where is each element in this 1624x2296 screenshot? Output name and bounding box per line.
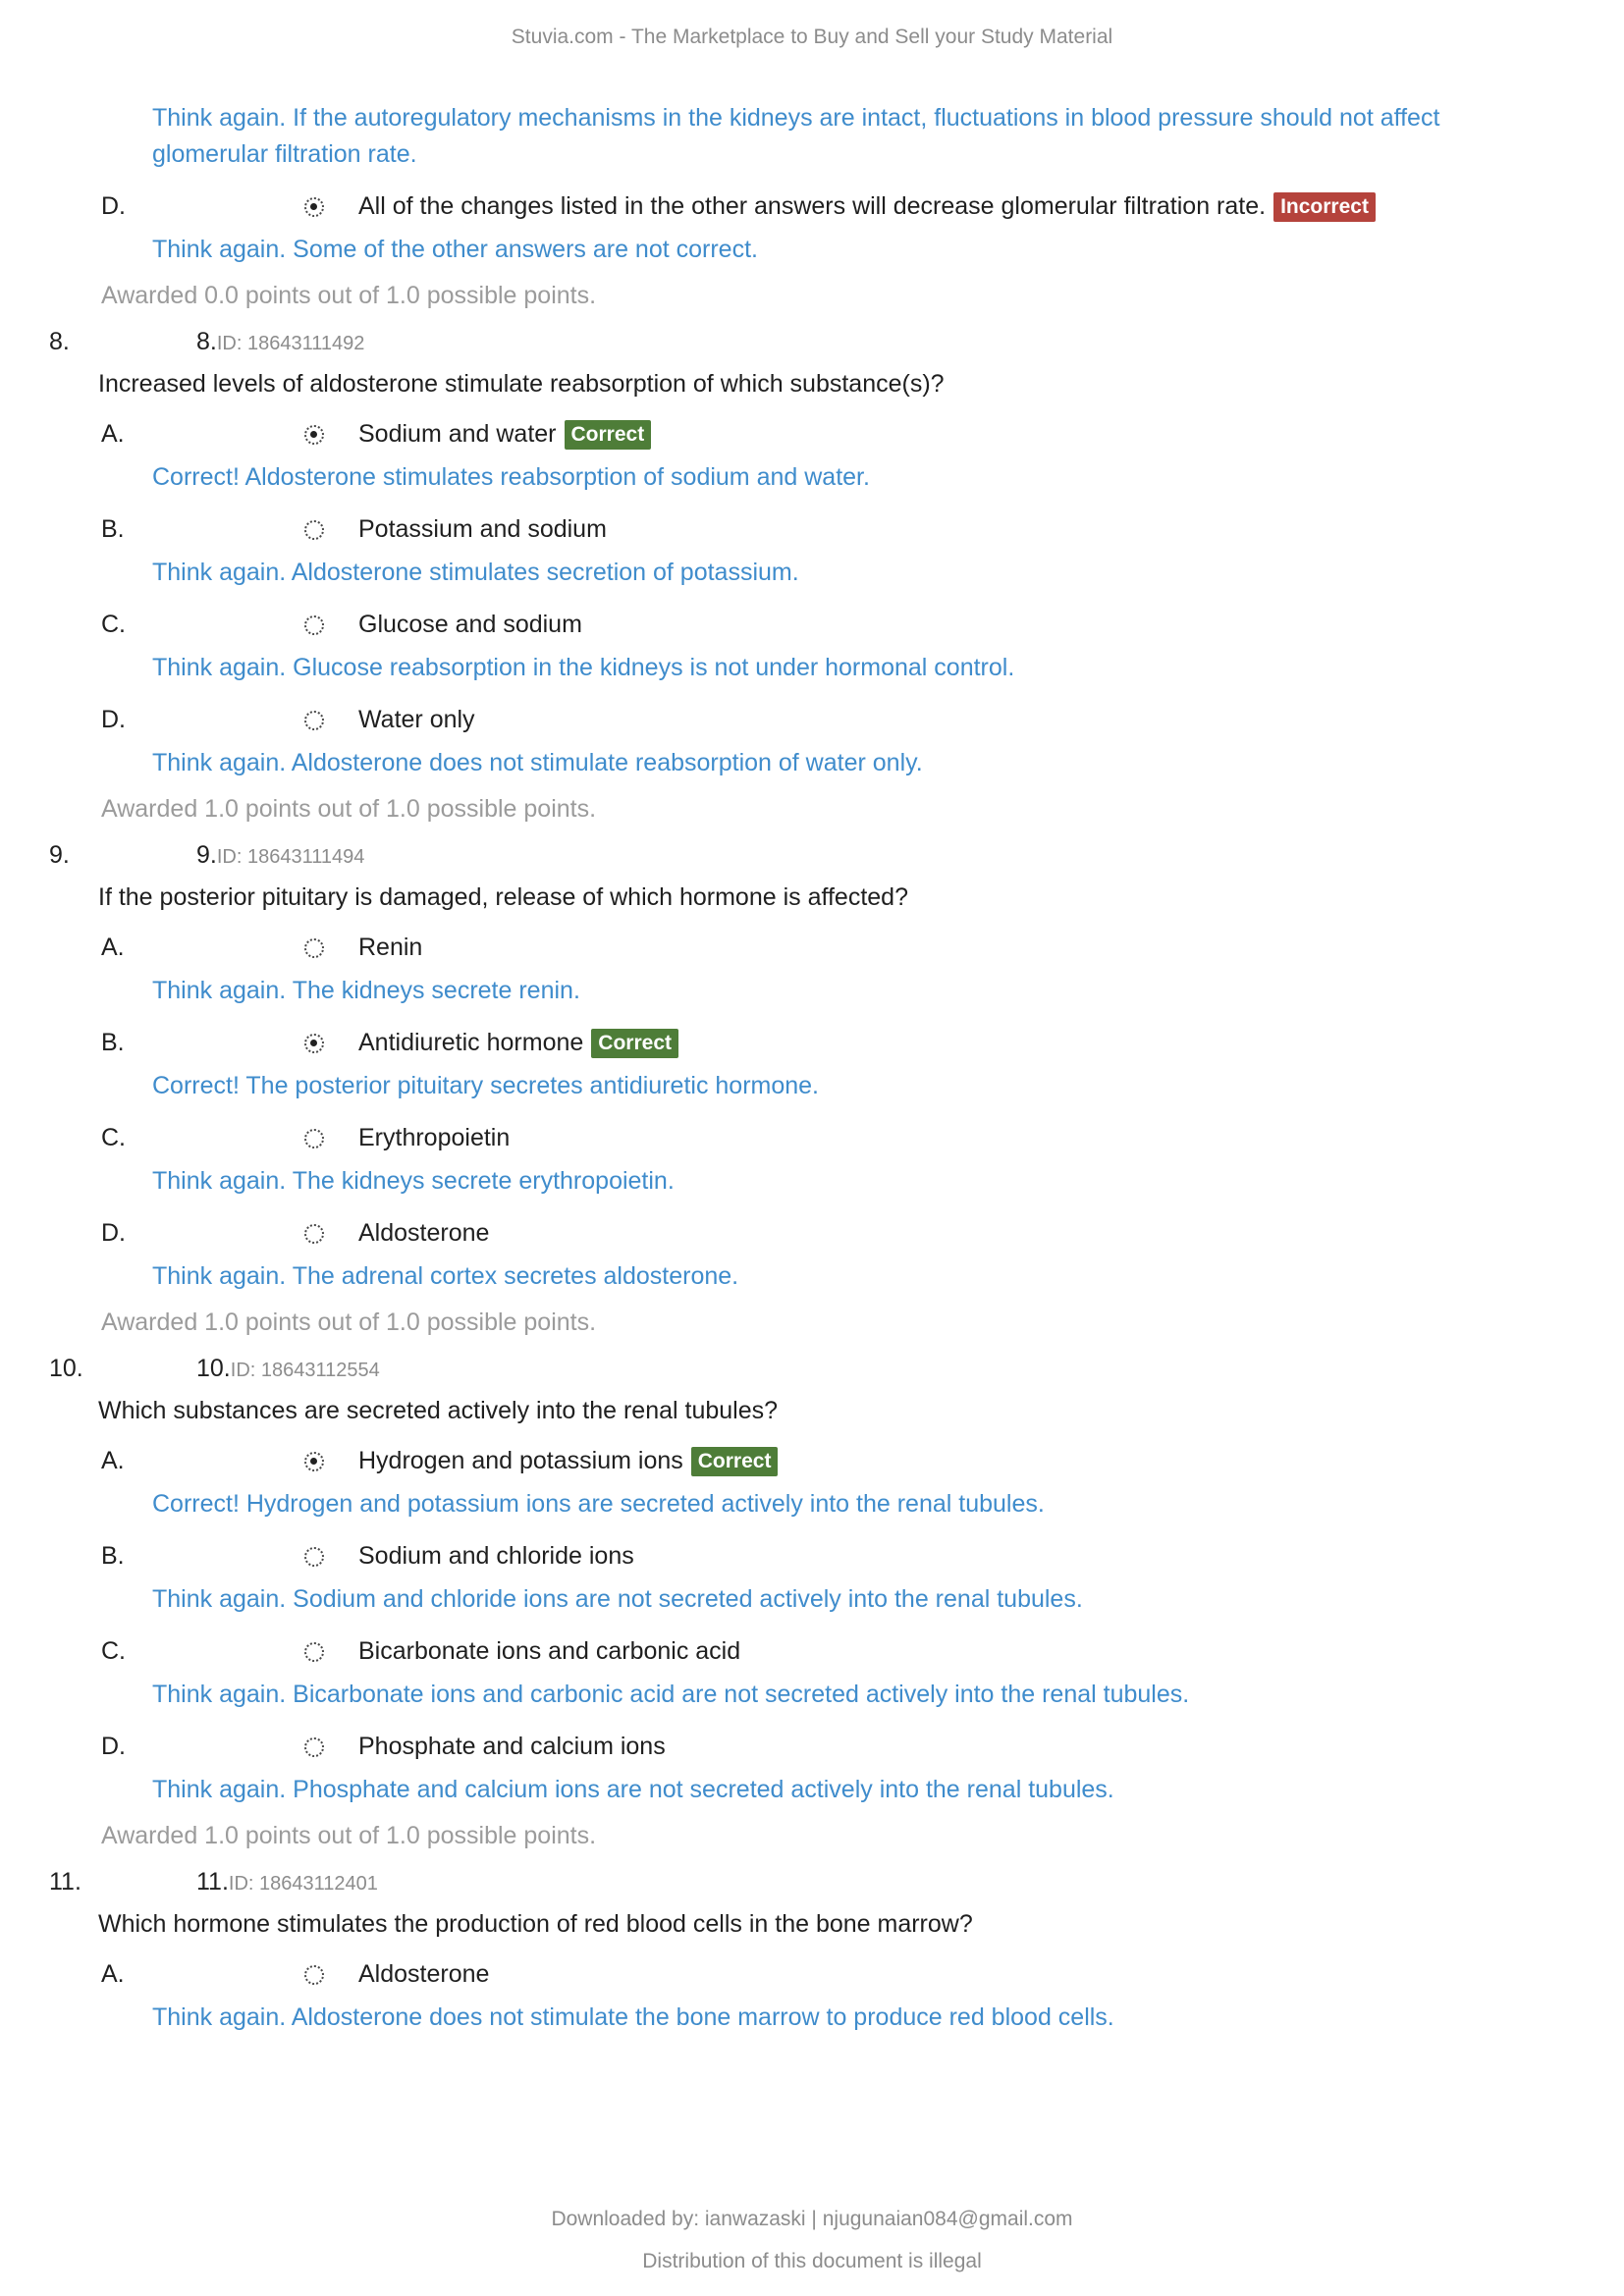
radio-icon[interactable]	[304, 520, 324, 540]
option-letter: A.	[101, 934, 125, 961]
option-text: Bicarbonate ions and carbonic acid	[358, 1637, 741, 1665]
answer-option	[49, 190, 1565, 268]
answer-option	[49, 513, 1565, 591]
question-number: 11.	[49, 1868, 81, 1896]
answer-option	[49, 1027, 1565, 1104]
option-letter: D.	[101, 1219, 126, 1247]
question-block	[49, 326, 1565, 826]
question-block	[49, 1353, 1565, 1852]
question-number-repeat: 9.	[196, 841, 217, 869]
option-feedback: Think again. Aldosterone stimulates secretion of potassium.	[152, 559, 799, 586]
option-feedback: Correct! Aldosterone stimulates reabsorption of sodium and water.	[152, 463, 870, 491]
radio-icon[interactable]	[304, 425, 324, 445]
option-list	[49, 1958, 1565, 2036]
option-feedback: Think again. Sodium and chloride ions are not secreted actively into the renal tubules.	[152, 1585, 1083, 1613]
option-letter: D.	[101, 192, 126, 220]
option-text: Antidiuretic hormone	[358, 1029, 584, 1056]
answer-option-row	[101, 1540, 1565, 1573]
answer-option	[49, 418, 1565, 496]
answer-option-row	[101, 1217, 1565, 1250]
question-text: Increased levels of aldosterone stimulate reabsorption of which substance(s)?	[98, 370, 945, 398]
option-text: Potassium and sodium	[358, 515, 607, 543]
radio-icon[interactable]	[304, 711, 324, 730]
intro-option-list	[49, 190, 1565, 268]
radio-icon[interactable]	[304, 1642, 324, 1662]
option-text: Sodium and water	[358, 420, 557, 448]
option-feedback: Correct! The posterior pituitary secretes antidiuretic hormone.	[152, 1072, 820, 1099]
option-letter: D.	[101, 706, 126, 733]
answer-option	[49, 932, 1565, 1009]
radio-icon[interactable]	[304, 615, 324, 635]
option-list	[49, 1445, 1565, 1808]
questions	[49, 326, 1565, 2036]
option-feedback: Think again. Glucose reabsorption in the kidneys is not under hormonal control.	[152, 654, 1015, 681]
option-text: Erythropoietin	[358, 1124, 511, 1151]
option-letter: B.	[101, 1029, 125, 1056]
question-number: 10.	[49, 1355, 83, 1382]
option-text: All of the changes listed in the other answers will decrease glomerular filtration rate.	[358, 192, 1267, 220]
footer-downloaded-by: Downloaded by: ianwazaski | njugunaian084@gmail.com	[551, 2208, 1073, 2230]
answer-option	[49, 704, 1565, 781]
awarded-text: Awarded 0.0 points out of 1.0 possible points.	[101, 282, 597, 309]
option-text: Glucose and sodium	[358, 611, 582, 638]
question-number: 8.	[49, 328, 70, 355]
radio-icon[interactable]	[304, 1034, 324, 1053]
option-feedback: Think again. Some of the other answers are not correct.	[152, 236, 758, 263]
option-list	[49, 932, 1565, 1295]
question-block	[49, 839, 1565, 1339]
option-feedback: Think again. The kidneys secrete erythropoietin.	[152, 1167, 675, 1195]
awarded-text: Awarded 1.0 points out of 1.0 possible points.	[101, 795, 597, 823]
site-header	[0, 0, 1624, 49]
question-number-repeat: 10.	[196, 1355, 231, 1382]
option-letter: B.	[101, 515, 125, 543]
option-text: Sodium and chloride ions	[358, 1542, 634, 1570]
option-letter: A.	[101, 1960, 125, 1988]
answer-option-row	[101, 190, 1565, 223]
awarded-text: Awarded 1.0 points out of 1.0 possible points.	[101, 1822, 597, 1849]
answer-option-row	[101, 1731, 1565, 1763]
option-list	[49, 418, 1565, 781]
question-id: ID: 18643112554	[230, 1360, 380, 1381]
option-letter: B.	[101, 1542, 125, 1570]
answer-option	[49, 1217, 1565, 1295]
answer-option-row	[101, 1958, 1565, 1991]
awarded-text: Awarded 1.0 points out of 1.0 possible points.	[101, 1308, 597, 1336]
radio-icon[interactable]	[304, 1452, 324, 1471]
answer-option-row	[101, 704, 1565, 736]
option-letter: C.	[101, 1637, 126, 1665]
status-badge: Correct	[691, 1447, 779, 1476]
option-feedback: Think again. Aldosterone does not stimulate the bone marrow to produce red blood cells.	[152, 2003, 1114, 2031]
option-feedback: Think again. The adrenal cortex secretes aldosterone.	[152, 1262, 739, 1290]
question-id: ID: 18643111494	[216, 846, 365, 868]
option-letter: C.	[101, 1124, 126, 1151]
option-text: Renin	[358, 934, 423, 961]
option-letter: C.	[101, 611, 126, 638]
radio-icon[interactable]	[304, 1737, 324, 1757]
question-header	[49, 839, 1565, 874]
question-number: 9.	[49, 841, 70, 869]
option-letter: A.	[101, 1447, 125, 1474]
option-text: Hydrogen and potassium ions	[358, 1447, 683, 1474]
question-header	[49, 1866, 1565, 1900]
answer-option-row	[101, 1635, 1565, 1668]
status-badge: Correct	[565, 420, 652, 450]
option-text: Water only	[358, 706, 475, 733]
site-header-title: Stuvia.com - The Marketplace to Buy and Sell your Study Material	[511, 26, 1113, 48]
answer-option-row	[101, 1122, 1565, 1154]
radio-icon[interactable]	[304, 197, 324, 217]
question-text: If the posterior pituitary is damaged, release of which hormone is affected?	[98, 883, 908, 911]
status-badge: Correct	[591, 1029, 678, 1058]
answer-option	[49, 1122, 1565, 1200]
question-header	[49, 1353, 1565, 1387]
option-feedback: Correct! Hydrogen and potassium ions are secreted actively into the renal tubules.	[152, 1490, 1045, 1518]
answer-option-row	[101, 1027, 1565, 1059]
answer-option	[49, 1731, 1565, 1808]
question-id: ID: 18643111492	[216, 333, 365, 354]
question-number-repeat: 11.	[196, 1868, 229, 1896]
answer-option	[49, 1445, 1565, 1522]
option-feedback: Think again. Phosphate and calcium ions are not secreted actively into the renal tubules.	[152, 1776, 1114, 1803]
quiz-content	[0, 49, 1624, 2036]
question-block-7	[49, 100, 1565, 312]
answer-option-row	[101, 418, 1565, 451]
question-block	[49, 1866, 1565, 2036]
radio-icon[interactable]	[304, 1547, 324, 1567]
question-number-repeat: 8.	[196, 328, 217, 355]
page-footer	[0, 2192, 1624, 2276]
answer-option	[49, 1540, 1565, 1618]
question-text: Which substances are secreted actively into the renal tubules?	[98, 1397, 779, 1424]
answer-option	[49, 609, 1565, 686]
option-letter: D.	[101, 1733, 126, 1760]
option-feedback: Think again. If the autoregulatory mechanisms in the kidneys are intact, fluctuations in blood pressure should not affect glomerular filtration rate.	[152, 104, 1440, 168]
option-text: Phosphate and calcium ions	[358, 1733, 666, 1760]
question-header	[49, 326, 1565, 360]
answer-option	[49, 1635, 1565, 1713]
radio-icon[interactable]	[304, 1224, 324, 1244]
radio-icon[interactable]	[304, 1129, 324, 1148]
option-feedback: Think again. Aldosterone does not stimulate reabsorption of water only.	[152, 749, 923, 776]
answer-option-row	[101, 932, 1565, 964]
question-text: Which hormone stimulates the production of red blood cells in the bone marrow?	[98, 1910, 973, 1938]
option-feedback: Think again. The kidneys secrete renin.	[152, 977, 580, 1004]
option-feedback: Think again. Bicarbonate ions and carbonic acid are not secreted actively into the renal tubules.	[152, 1681, 1190, 1708]
answer-option-row	[101, 1445, 1565, 1477]
option-letter: A.	[101, 420, 125, 448]
option-text: Aldosterone	[358, 1960, 490, 1988]
footer-distribution-notice: Distribution of this document is illegal	[642, 2250, 982, 2272]
radio-icon[interactable]	[304, 1965, 324, 1985]
radio-icon[interactable]	[304, 938, 324, 958]
question-id: ID: 18643112401	[228, 1873, 378, 1895]
option-text: Aldosterone	[358, 1219, 490, 1247]
answer-option	[49, 1958, 1565, 2036]
answer-option-row	[101, 609, 1565, 641]
status-badge: Incorrect	[1273, 192, 1376, 222]
answer-option-row	[101, 513, 1565, 546]
